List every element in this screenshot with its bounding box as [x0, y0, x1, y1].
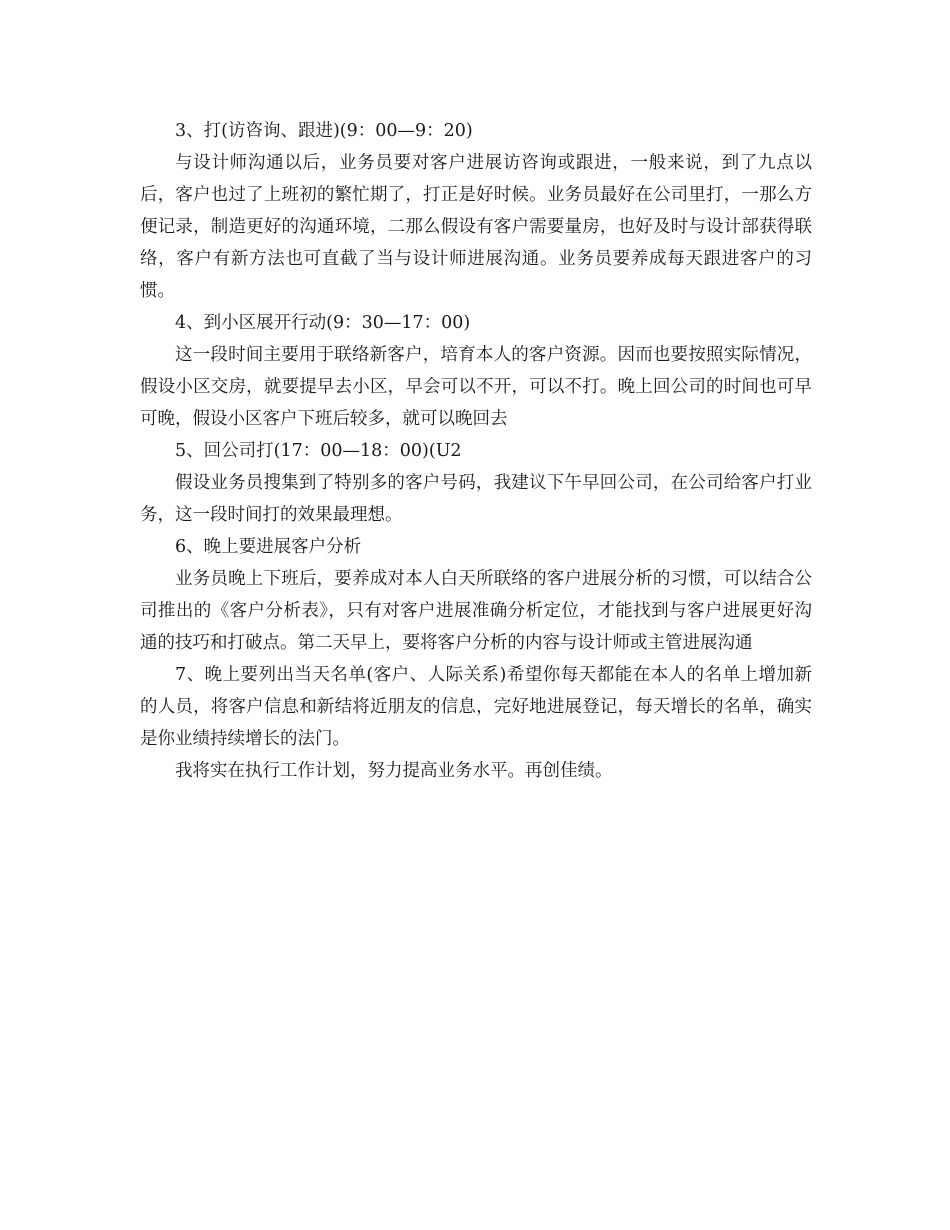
body-paragraph: 业务员晚上下班后，要养成对本人白天所联络的客户进展分析的习惯，可以结合公司推出的《客户分析表》，只有对客户进展准确分析定位，才能找到与客户进展更好沟通的技巧和打破点。第二天早上，要将客户分析的内容与设计师或主管进展沟通 [140, 569, 812, 653]
section-heading-6: 6、晚上要进展客户分析 [175, 537, 362, 557]
section-heading-3: 3、打(访咨询、跟进)(9：00—9：20) [175, 121, 473, 141]
section-heading-7: 7、晚上要列出当天名单(客户、人际关系)希望你每天都能在本人的名单上增加新的人员，将客户信息和新结将近朋友的信息，完好地进展登记，每天增长的名单，确实是你业绩持续增长的法门。 [140, 665, 812, 749]
section-heading-5: 5、回公司打(17：00—18：00)(U2 [175, 441, 462, 461]
closing-paragraph: 我将实在执行工作计划，努力提高业务水平。再创佳绩。 [175, 761, 613, 781]
body-paragraph: 假设业务员搜集到了特别多的客户号码，我建议下午早回公司，在公司给客户打业务，这一段时间打的效果最理想。 [140, 473, 812, 525]
section-heading-4: 4、到小区展开行动(9：30—17：00) [175, 313, 471, 333]
document-body [140, 115, 812, 787]
body-paragraph: 与设计师沟通以后，业务员要对客户进展访咨询或跟进，一般来说，到了九点以后，客户也过了上班初的繁忙期了，打正是好时候。业务员最好在公司里打，一那么方便记录，制造更好的沟通环境，二那么假设有客户需要量房，也好及时与设计部获得联络，客户有新方法也可直截了当与设计师进展沟通。业务员要养成每天跟进客户的习惯。 [140, 153, 812, 301]
body-paragraph: 这一段时间主要用于联络新客户，培育本人的客户资源。因而也要按照实际情况，假设小区交房，就要提早去小区，早会可以不开，可以不打。晚上回公司的时间也可早可晚，假设小区客户下班后较多，就可以晚回去 [140, 345, 812, 429]
